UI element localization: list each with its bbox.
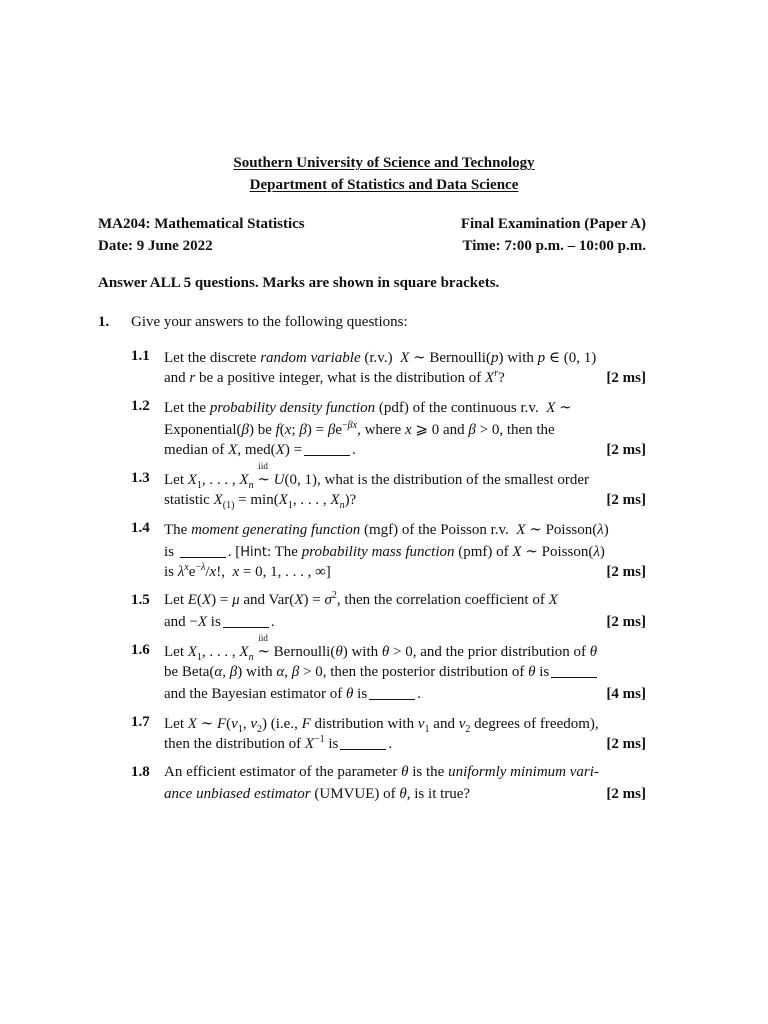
department-title: Department of Statistics and Data Science [249, 177, 519, 193]
answer-blank [180, 556, 226, 558]
instructions: Answer ALL 5 questions. Marks are shown in square brackets. [98, 275, 500, 291]
item-1-7-line-1: Let X ∼ $F(\nu_1$, $\nu_2$) (i.e., F distribution with $\nu_1$ and $\nu_2$ degrees of freedom), [164, 716, 599, 735]
item-number-1-3: 1.3 [131, 470, 150, 486]
item-number-1-8: 1.8 [131, 764, 150, 780]
course-name: MA204: Mathematical Statistics [98, 216, 305, 232]
item-number-1-4: 1.4 [131, 520, 150, 536]
item-1-8-line-1: An efficient estimator of the parameter θ is the uniformly minimum vari- [164, 764, 599, 780]
marks-1-3: [2 ms] [606, 492, 646, 508]
item-1-4-line-2: is . [Hint: The probability mass function (pmf) of X ∼ Poisson(λ) [164, 544, 605, 560]
item-number-1-1: 1.1 [131, 348, 150, 364]
item-1-7-line-2: then the distribution of $X^{-1}$ is . [2 ms] [164, 734, 646, 752]
item-1-6-line-1: Let $X_1$, . . . , $X_n$ iid ∼ Bernoulli(θ) with θ > 0, and the prior distribution of θ [164, 633, 598, 663]
item-number-1-6: 1.6 [131, 642, 150, 658]
item-1-5-line-1: Let E(X) = μ and $Var(X) = \sigma^2$, then the correlation coefficient of X [164, 590, 558, 608]
exam-info-row-2 [98, 238, 646, 255]
marks-1-8: [2 ms] [606, 786, 646, 802]
item-1-1-line-1: Let the discrete random variable (r.v.) X ∼ Bernoulli(p) with p ∈ (0, 1) [164, 350, 597, 366]
marks-1-2: [2 ms] [606, 442, 646, 458]
item-1-3-line-2: statistic $X_{(1)} = \min(X_1$, . . . , $X_n$)? [2 ms] [164, 492, 646, 511]
exam-info-row-1 [98, 216, 646, 233]
item-1-6-line-2: be Beta(α, β) with α, β > 0, then the posterior distribution of θ is [164, 664, 646, 681]
item-1-2-line-1: Let the probability density function (pdf) of the continuous r.v. X ∼ [164, 400, 572, 416]
question-number: 1. [98, 314, 110, 330]
answer-blank [223, 626, 269, 628]
item-1-4-line-3: is $\lambda^xe^{-\lambda}/x$!, x = 0, 1, . . . , ∞] [2 ms] [164, 562, 646, 580]
exam-time: Time: 7:00 p.m. – 10:00 p.m. [462, 238, 646, 254]
exam-date: Date: 9 June 2022 [98, 238, 213, 254]
marks-1-5: [2 ms] [606, 614, 646, 630]
question-intro: Give your answers to the following questions: [131, 314, 408, 330]
marks-1-7: [2 ms] [606, 736, 646, 752]
university-title: Southern University of Science and Technology [233, 155, 535, 171]
answer-blank [369, 698, 415, 700]
item-1-3-line-1: Let $X_1$, . . . , $X_n$ iid ∼ U(0, 1), what is the distribution of the smallest order [164, 461, 590, 491]
item-1-2-line-3: median of X, med(X) = . [2 ms] [164, 442, 646, 458]
marks-1-6: [4 ms] [606, 686, 646, 702]
item-number-1-7: 1.7 [131, 714, 150, 730]
item-1-5-line-2: and −X is . [2 ms] [164, 614, 646, 630]
item-1-1-line-2: and r be a positive integer, what is the distribution of $X^r$? [2 ms] [164, 368, 646, 386]
marks-1-1: [2 ms] [606, 370, 646, 386]
item-1-2-line-2: Exponential(β) be f(x; $\beta) = \beta e^{-\beta x}$, where x ⩾ 0 and β > 0, then the [164, 420, 555, 438]
item-1-6-line-3: and the Bayesian estimator of θ is . [4 ms] [164, 686, 646, 702]
item-1-8-line-2: ance unbiased estimator (UMVUE) of θ, is it true? [2 ms] [164, 786, 646, 802]
answer-blank [304, 454, 350, 456]
item-1-4-line-1: The moment generating function (mgf) of the Poisson r.v. X ∼ Poisson(λ) [164, 522, 609, 538]
marks-1-4: [2 ms] [606, 564, 646, 580]
paper-name: Final Examination (Paper A) [460, 216, 646, 232]
item-number-1-5: 1.5 [131, 592, 150, 608]
item-number-1-2: 1.2 [131, 398, 150, 414]
answer-blank [340, 748, 386, 750]
answer-blank [551, 676, 597, 678]
